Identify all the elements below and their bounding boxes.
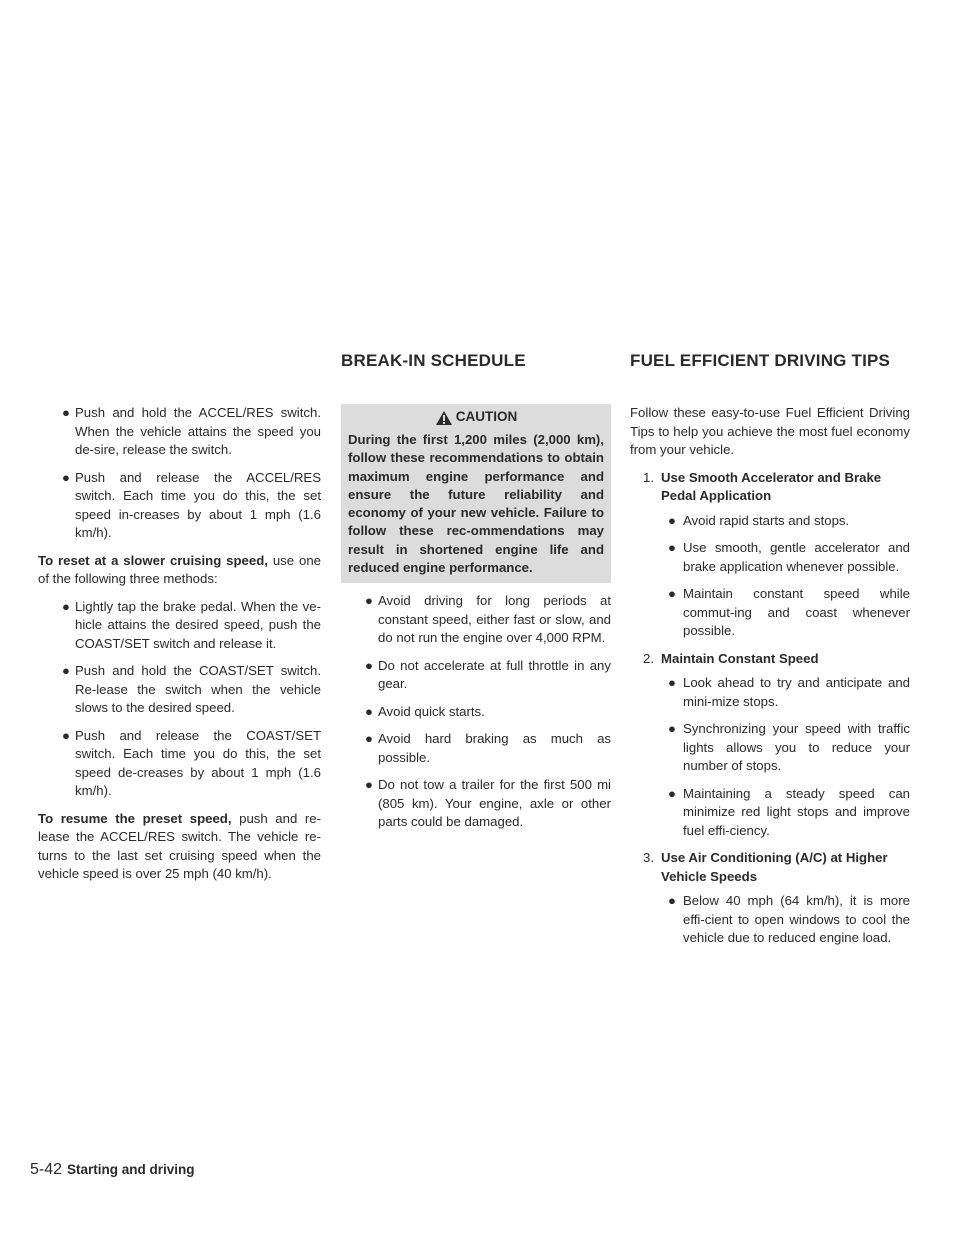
bullet-icon: ● [365,593,373,609]
bullet-icon: ● [668,785,676,801]
caution-box [341,404,611,583]
column-break-in [341,404,611,841]
bullet-icon: ● [365,731,373,747]
list-item: ● Use smooth, gentle accelerator and brake application whenever possible. [668,540,910,574]
fuel-tips-intro: Follow these easy-to-use Fuel Efficient Driving Tips to help you achieve the most fuel economy from your vehicle. [630,405,910,457]
bullet-icon: ● [668,586,676,601]
slower-speed-paragraph: To reset at a slower cruising speed, use one of the following three methods: [38,552,321,586]
bullet-icon: ● [62,469,70,485]
bullet-icon: ● [365,703,373,719]
warning-icon [435,410,453,426]
section-name: Starting and driving [67,1162,195,1177]
list-item: ● Synchronizing your speed with traffic lights allows you to reduce your number of stops. [668,721,910,773]
bullet-icon: ● [62,598,70,614]
column-fuel-tips [630,404,910,957]
page-footer [30,1161,195,1180]
bullet-icon: ● [668,893,676,908]
bullet-icon: ● [365,777,373,793]
list-item: ● Maintaining a steady speed can minimize red light stops and improve fuel effi-ciency. [668,785,910,838]
list-item: ● Maintain constant speed while commut-ing and coast whenever possible. [668,586,910,638]
numbered-item: 2. Maintain Constant Speed [643,650,819,666]
caution-text: During the first 1,200 miles (2,000 km), follow these recommendations to obtain maximum engine performance and ensure the future reliability and economy of your new vehicle. Failure to follow these rec-ommendations may result in shortened engine life and reduced engine performance. [348,432,604,576]
heading-break-in-schedule: BREAK-IN SCHEDULE [341,351,526,370]
resume-speed-paragraph: To resume the preset speed, push and re-lease the ACCEL/RES switch. The vehicle re-turns to the last set cruising speed when the vehicle speed is over 25 mph (40 km/h). [38,810,321,881]
list-item: ● Avoid driving for long periods at constant speed, either fast or slow, and do not run the engine over 4,000 RPM. [365,593,611,646]
bullet-icon: ● [668,675,676,690]
list-item: ● Avoid quick starts. [341,703,611,722]
list-item: ● Push and hold the COAST/SET switch. Re-lease the switch when the vehicle slows to the desired speed. [62,663,321,715]
list-item: ● Push and hold the ACCEL/RES switch. When the vehicle attains the speed you de-sire, release the switch. [62,405,321,457]
bullet-icon: ● [62,405,70,420]
bullet-icon: ● [62,727,70,743]
list-item: ● Avoid hard braking as much as possible. [365,731,611,765]
caution-header: CAUTION [348,404,604,431]
column-cruise-control [38,404,321,893]
page-number: 5-42 [30,1161,63,1178]
list-item: ● Push and release the ACCEL/RES switch. Each time you do this, the set speed in-creases by about 1 mph (1.6 km/h). [62,469,321,540]
bullet-icon: ● [668,512,676,528]
bullet-icon: ● [668,540,676,555]
heading-fuel-efficient-tips: FUEL EFFICIENT DRIVING TIPS [630,351,891,370]
bullet-icon: ● [668,721,676,736]
bullet-icon: ● [62,663,70,678]
list-item: ● Push and release the COAST/SET switch. Each time you do this, the set speed de-creases by about 1 mph (1.6 km/h). [62,727,321,798]
list-item: ● Avoid rapid starts and stops. [630,512,910,531]
numbered-item: 1. Use Smooth Accelerator and Brake Pedal Application [643,469,882,503]
list-item: ● Do not tow a trailer for the first 500 mi (805 km). Your engine, axle or other parts could be damaged. [365,777,611,830]
list-item: ● Below 40 mph (64 km/h), it is more effi-cient to open windows to cool the vehicle due to reduced engine load. [668,893,910,945]
numbered-item: 3. Use Air Conditioning (A/C) at Higher Vehicle Speeds [643,850,888,884]
bullet-icon: ● [365,657,373,673]
list-item: ● Look ahead to try and anticipate and mini-mize stops. [668,675,910,709]
list-item: ● Lightly tap the brake pedal. When the ve-hicle attains the desired speed, push the COAST/SET switch and release it. [62,598,321,651]
list-item: ● Do not accelerate at full throttle in any gear. [365,657,611,692]
